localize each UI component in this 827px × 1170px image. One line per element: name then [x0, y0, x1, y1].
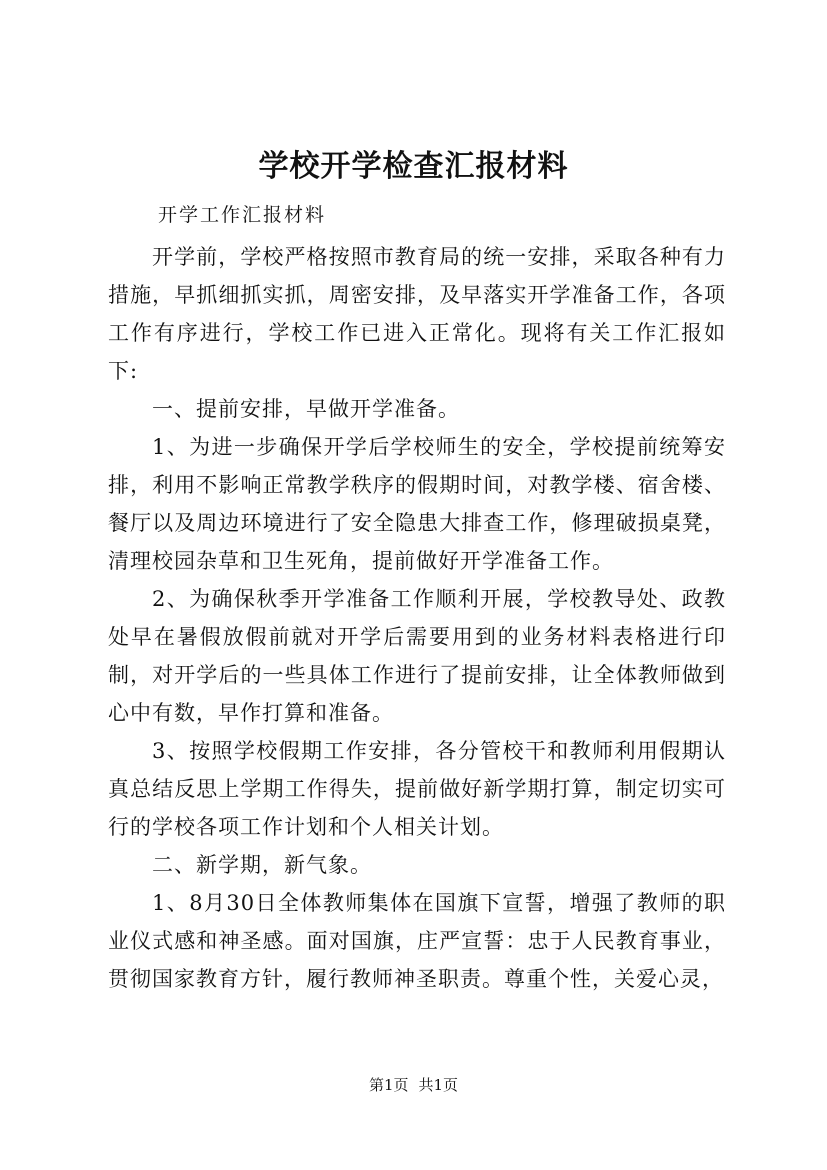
page-number: 第1页 — [368, 1076, 409, 1094]
paragraph-item-4: 1、8月30日全体教师集体在国旗下宣誓，增强了教师的职业仪式感和神圣感。面对国旗，庄严宣誓：忠于人民教育事业，贯彻国家教育方针，履行教师神圣职责。尊重个性，关爱心灵， — [108, 891, 726, 991]
page-total: 共1页 — [418, 1076, 459, 1094]
section-heading-2: 二、新学期，新气象。 — [152, 853, 372, 877]
section-heading-1: 一、提前安排，早做开学准备。 — [152, 397, 460, 421]
paragraph-item-1: 1、为进一步确保开学后学校师生的安全，学校提前统筹安排，利用不影响正常教学秩序的假期时间，对教学楼、宿舍楼、餐厅以及周边环境进行了安全隐患大排查工作，修理破损桌凳，清理校园杂草和卫生死角，提前做好开学准备工作。 — [108, 435, 726, 573]
document-body — [108, 238, 726, 998]
document-title: 学校开学检查汇报材料 — [258, 149, 569, 184]
paragraph-item-2: 2、为确保秋季开学准备工作顺利开展，学校教导处、政教处早在暑假放假前就对开学后需要用到的业务材料表格进行印制，对开学后的一些具体工作进行了提前安排，让全体教师做到心中有数，早作打算和准备。 — [108, 587, 726, 725]
page-footer — [0, 1075, 827, 1095]
paragraph-item-3: 3、按照学校假期工作安排，各分管校干和教师利用假期认真总结反思上学期工作得失，提前做好新学期打算，制定切实可行的学校各项工作计划和个人相关计划。 — [108, 739, 726, 839]
paragraph-intro: 开学前，学校严格按照市教育局的统一安排，采取各种有力措施，早抓细抓实抓，周密安排，及早落实开学准备工作，各项工作有序进行，学校工作已进入正常化。现将有关工作汇报如下: — [108, 245, 726, 383]
document-subtitle: 开学工作汇报材料 — [158, 204, 327, 226]
